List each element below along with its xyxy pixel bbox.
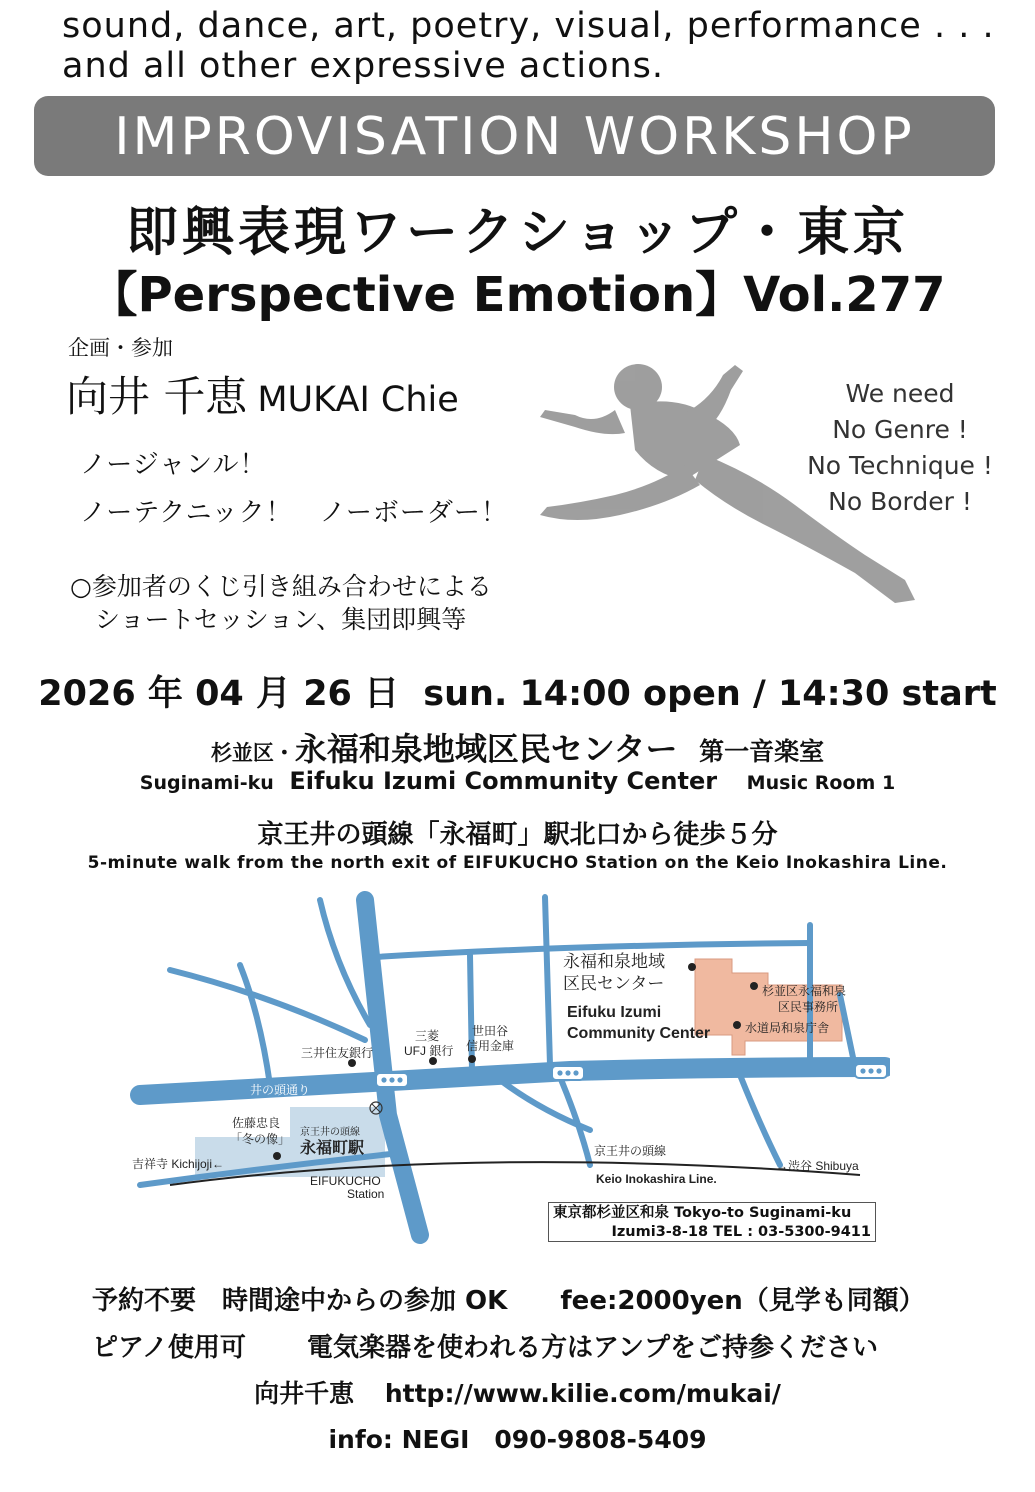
map-label-station-jp: 永福町駅 <box>300 1140 365 1157</box>
map-label-line-en: Keio Inokashira Line. <box>596 1172 717 1186</box>
map-label-statue-1: 佐藤忠良 <box>232 1116 281 1130</box>
map-label-bank-mufg-1: 三菱 <box>415 1029 440 1043</box>
map-label-kichijoji: 吉祥寺 Kichijoji← <box>132 1157 225 1171</box>
event-time: sun. 14:00 open / 14:30 start <box>423 674 997 714</box>
date-day-unit: 日 <box>364 674 400 714</box>
slogan-no-technique: No Technique ! <box>807 451 993 480</box>
map-label-line-jp: 京王井の頭線 <box>594 1144 667 1158</box>
event-date <box>0 666 1035 716</box>
date-day: 26 <box>303 674 352 714</box>
map-label-office-1: 杉並区永福和泉 <box>762 984 847 998</box>
map-label-office-2: 区民事務所 <box>778 1000 839 1014</box>
workshop-banner: IMPROVISATION WORKSHOP <box>34 96 995 176</box>
slogan-no-genre: No Genre ! <box>832 415 968 444</box>
website-link[interactable]: http://www.kilie.com/mukai/ <box>384 1379 781 1408</box>
map-label-bank-shinkin-1: 世田谷 <box>472 1024 509 1038</box>
venue-room-en: Music Room 1 <box>746 772 896 794</box>
access-english: 5-minute walk from the north exit of EIFUKUCHO Station on the Keio Inokashira Line. <box>87 853 948 873</box>
piano-note: ピアノ使用可 <box>92 1333 246 1363</box>
footer-line-1 <box>92 1280 925 1317</box>
map-label-statue-2: 「冬の像」 <box>230 1132 291 1146</box>
map-label-station-en-1: EIFUKUCHO <box>310 1174 381 1188</box>
map-label-bank-mufg-2: UFJ 銀行 <box>404 1044 454 1058</box>
date-year-unit: 年 <box>147 674 183 714</box>
date-month-unit: 月 <box>255 674 291 714</box>
info-contact: info: NEGI 090-9808-5409 <box>328 1425 707 1454</box>
fee-note: fee:2000yen（見学も同額） <box>560 1286 925 1316</box>
tagline <box>62 6 995 86</box>
map-label-waterworks: 水道局和泉庁舎 <box>745 1021 830 1035</box>
map-label-center-en-1: Eifuku Izumi <box>567 1004 662 1021</box>
map-label-station-en-2: Station <box>347 1187 385 1201</box>
venue-name-en: Eifuku Izumi Community Center <box>289 767 718 795</box>
map-label-station-line: 京王井の頭線 <box>300 1127 360 1138</box>
contact-line <box>0 1374 1035 1410</box>
map-label-center-jp-1: 永福和泉地域 <box>563 952 665 971</box>
organizer-name-jp: 向井 千恵 <box>66 372 248 421</box>
venue-ward-en: Suginami-ku <box>139 772 274 794</box>
date-year: 2026 <box>38 674 136 714</box>
map-label-bank-shinkin-2: 信用金庫 <box>466 1039 515 1053</box>
venue-name-jp: 永福和泉地域区民センター <box>294 730 678 768</box>
description <box>70 570 492 636</box>
address-box <box>548 1202 876 1242</box>
map-label-center-en-2: Community Center <box>567 1025 711 1042</box>
amp-note: 電気楽器を使われる方はアンプをご持参ください <box>306 1333 878 1363</box>
slogan-no-border: No Border ! <box>828 487 972 516</box>
title-english: 【Perspective Emotion】Vol.277 <box>89 267 946 323</box>
slogan-no-technique-jp: ノーテクニック！ ノーボーダー！ <box>80 498 508 528</box>
contact-name: 向井千恵 <box>254 1379 355 1408</box>
map-label-center-jp-2: 区民センター <box>563 974 665 993</box>
tagline-line-1: sound, dance, art, poetry, visual, performance . . . <box>62 6 995 46</box>
slogan-no-genre-jp: ノージャンル！ <box>80 450 267 480</box>
map-label-road: 井の頭通り <box>250 1083 311 1097</box>
date-month: 04 <box>195 674 244 714</box>
reservation-note: 予約不要 時間途中からの参加 OK <box>92 1286 508 1316</box>
slogan-we-need: We need <box>845 379 955 408</box>
organizer-name <box>66 364 459 424</box>
address-line-1: 東京都杉並区和泉 Tokyo-to Suginami-ku <box>553 1205 852 1221</box>
footer-line-2 <box>92 1327 878 1364</box>
organizer-name-en: MUKAI Chie <box>257 380 459 420</box>
access-japanese: 京王井の頭線「永福町」駅北口から徒歩５分 <box>257 820 778 850</box>
organizer-label: 企画・参加 <box>68 336 173 360</box>
description-line-2: ショートセッション、集団即興等 <box>70 605 467 634</box>
title-japanese: 即興表現ワークショップ・東京 <box>126 203 909 263</box>
venue-ward-jp: 杉並区・ <box>210 741 295 765</box>
slogans-english <box>790 376 1010 520</box>
venue-japanese <box>0 724 1035 770</box>
map-label-bank-mitsui: 三井住友銀行 <box>301 1046 374 1060</box>
venue-english <box>0 767 1035 795</box>
venue-room-jp: 第一音楽室 <box>699 737 825 766</box>
tagline-line-2: and all other expressive actions. <box>62 46 665 86</box>
address-line-2: Izumi3-8-18 TEL : 03-5300-9411 <box>611 1224 871 1240</box>
description-line-1: ○参加者のくじ引き組み合わせによる <box>70 572 492 601</box>
venue-map <box>120 885 890 1250</box>
map-label-shibuya: →渋谷 Shibuya <box>776 1159 859 1173</box>
